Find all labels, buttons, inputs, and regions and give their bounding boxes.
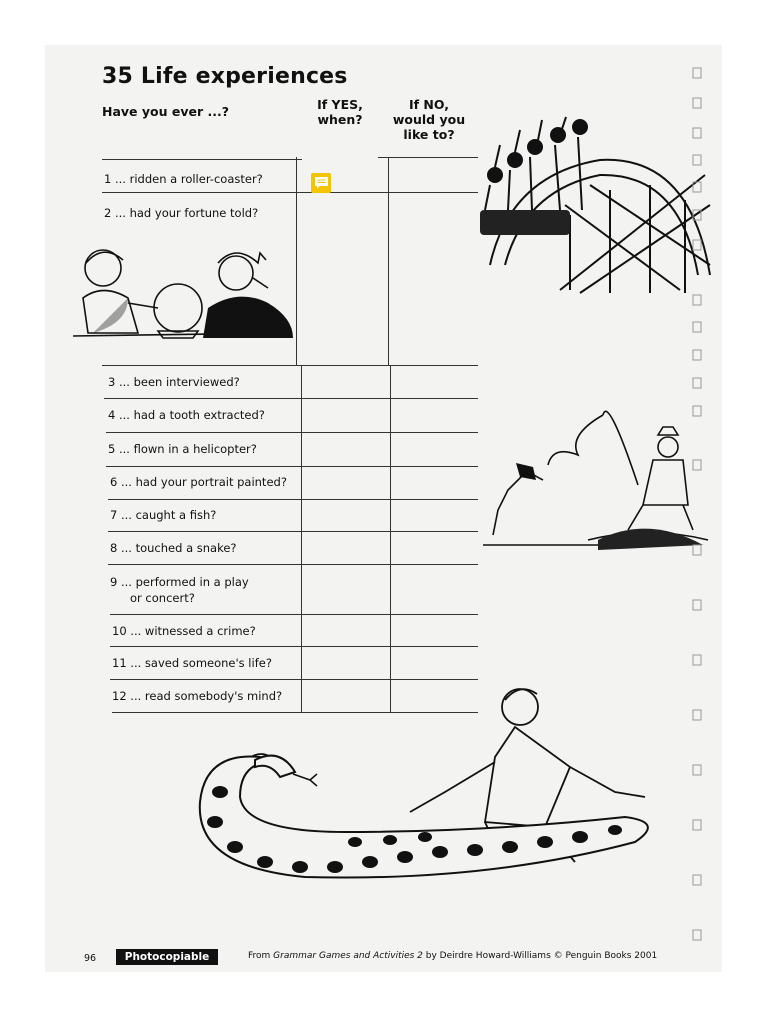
question-row [110,540,237,556]
column-divider [390,365,391,712]
question-subheading: Have you ever ...? [102,104,229,119]
credit-line [248,951,657,961]
question-text: 5 ... flown in a helicopter? [108,442,257,456]
question-text: 11 ... saved someone's life? [112,656,272,670]
question-row [104,205,258,221]
roller-coaster-illustration [470,115,720,300]
question-text: 9 ... performed in a play [110,575,249,589]
page-number: 96 [84,953,97,964]
column-divider [301,365,302,712]
credit-prefix: From [248,951,274,961]
question-row [110,474,287,490]
comment-note-icon[interactable] [311,173,331,193]
photocopiable-badge: Photocopiable [116,949,218,965]
question-text: 8 ... touched a snake? [110,541,237,555]
row-divider [104,398,478,399]
no-header-line: like to? [403,127,455,142]
question-row [110,574,249,606]
question-row [108,374,240,390]
row-divider [102,192,478,193]
question-text: 1 ... ridden a roller-coaster? [104,172,263,186]
fortune-teller-illustration [68,238,298,348]
question-text-continued: or concert? [130,591,195,605]
yes-header-line: If YES, [317,97,363,112]
question-row [108,407,265,423]
question-text: 2 ... had your fortune told? [104,206,259,220]
no-header-line: If NO, [408,97,449,112]
credit-suffix: by Deirdre Howard-Williams © Penguin Books 2001 [422,951,658,961]
binding-edge-marks [690,60,720,960]
question-row [108,441,257,457]
yes-header-line: when? [317,112,363,127]
snake-and-man-illustration [185,682,665,892]
question-row [112,655,272,671]
question-row [112,623,256,639]
no-header-line: would you [392,112,466,127]
fisherman-illustration [478,405,718,555]
question-row [110,507,216,523]
row-divider [102,159,302,160]
no-column-header [386,97,472,142]
question-text: 4 ... had a tooth extracted? [108,408,265,422]
question-text: 6 ... had your portrait painted? [110,475,287,489]
column-divider [388,157,389,365]
row-divider [102,365,478,366]
question-text: 12 ... read somebody's mind? [112,689,283,703]
row-divider [110,614,478,615]
row-divider [106,432,478,433]
row-divider [110,646,478,647]
worksheet-title: 35 Life experiences [102,64,348,89]
question-text: 7 ... caught a fish? [110,508,217,522]
row-divider [108,564,478,565]
row-divider [110,679,478,680]
question-text: 3 ... been interviewed? [108,375,240,389]
yes-column-header [305,97,375,127]
row-divider [108,499,478,500]
question-text: 10 ... witnessed a crime? [112,624,256,638]
row-divider [108,531,478,532]
row-divider [378,157,478,158]
credit-title: Grammar Games and Activities 2 [273,951,423,961]
row-divider [106,466,478,467]
question-row [104,171,263,187]
